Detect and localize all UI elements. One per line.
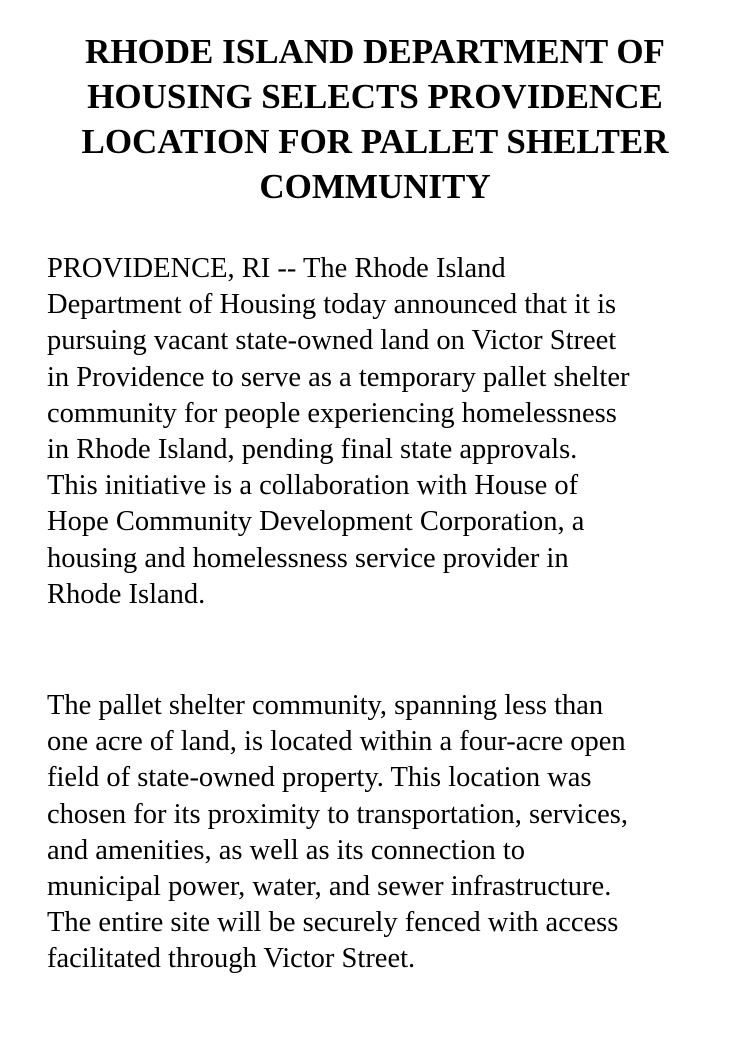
paragraph-intro: PROVIDENCE, RI -- The Rhode Island Department of Housing today announced that it is pursuing vacant state-owned land on Victor Street in Providence to serve as a temporary pallet shelter community for people experiencing homelessness in Rhode Island, pending final state approvals. This initiative is a collaboration with House of Hope Community Development Corporation, a housing and homelessness service provider in Rhode Island. (47, 253, 630, 610)
headline: RHODE ISLAND DEPARTMENT OF HOUSING SELECTS PROVIDENCE LOCATION FOR PALLET SHELTER COMMUNITY (81, 32, 669, 206)
paragraph-site-details: The pallet shelter community, spanning less than one acre of land, is located within a four-acre open field of state-owned property. This location was chosen for its proximity to transportation, services, and amenities, as well as its connection to municipal power, water, and sewer infrastructure. The entire site will be securely fenced with access facilitated through Victor Street. (47, 690, 628, 975)
